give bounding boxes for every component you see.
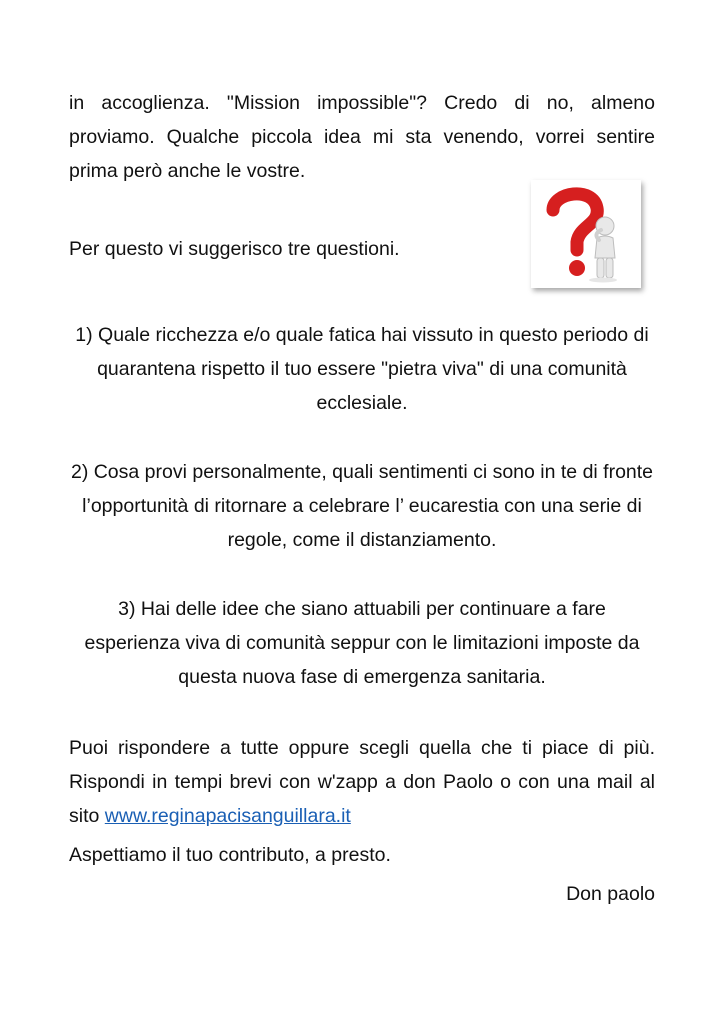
intro-paragraph: in accoglienza. "Mission impossible"? Credo di no, almeno proviamo. Qualche piccola idea mi sta venendo, vorrei sentire prima però anche le vostre. [69, 92, 655, 182]
question-mark-figure-icon [531, 180, 641, 288]
signature: Don paolo [566, 883, 655, 905]
website-link[interactable]: www.reginapacisanguillara.it [104, 805, 351, 827]
question-figure-image [531, 180, 641, 288]
question-3: 3) Hai delle idee che siano attuabili per continuare a fare esperienza viva di comunità seppur con le limitazioni imposte da questa nuova fase di emergenza sanitaria. [84, 598, 640, 688]
closing-text: Puoi rispondere a tutte oppure scegli quella che ti piace di più. Rispondi in tempi brevi con w'zapp a don Paolo o con una mail al sito [69, 737, 655, 827]
closing-paragraph [69, 731, 655, 833]
question-2: 2) Cosa provi personalmente, quali sentimenti ci sono in te di fronte l’opportunità di ritornare a celebrare l’ eucarestia con una serie di regole, come il distanziamento. [70, 461, 654, 551]
lead-paragraph: Per questo vi suggerisco tre questioni. [69, 238, 400, 260]
question-1: 1) Quale ricchezza e/o quale fatica hai vissuto in questo periodo di quarantena rispetto il tuo essere "pietra viva" di una comunità ecclesiale. [75, 324, 649, 414]
farewell-line: Aspettiamo il tuo contributo, a presto. [69, 844, 391, 866]
